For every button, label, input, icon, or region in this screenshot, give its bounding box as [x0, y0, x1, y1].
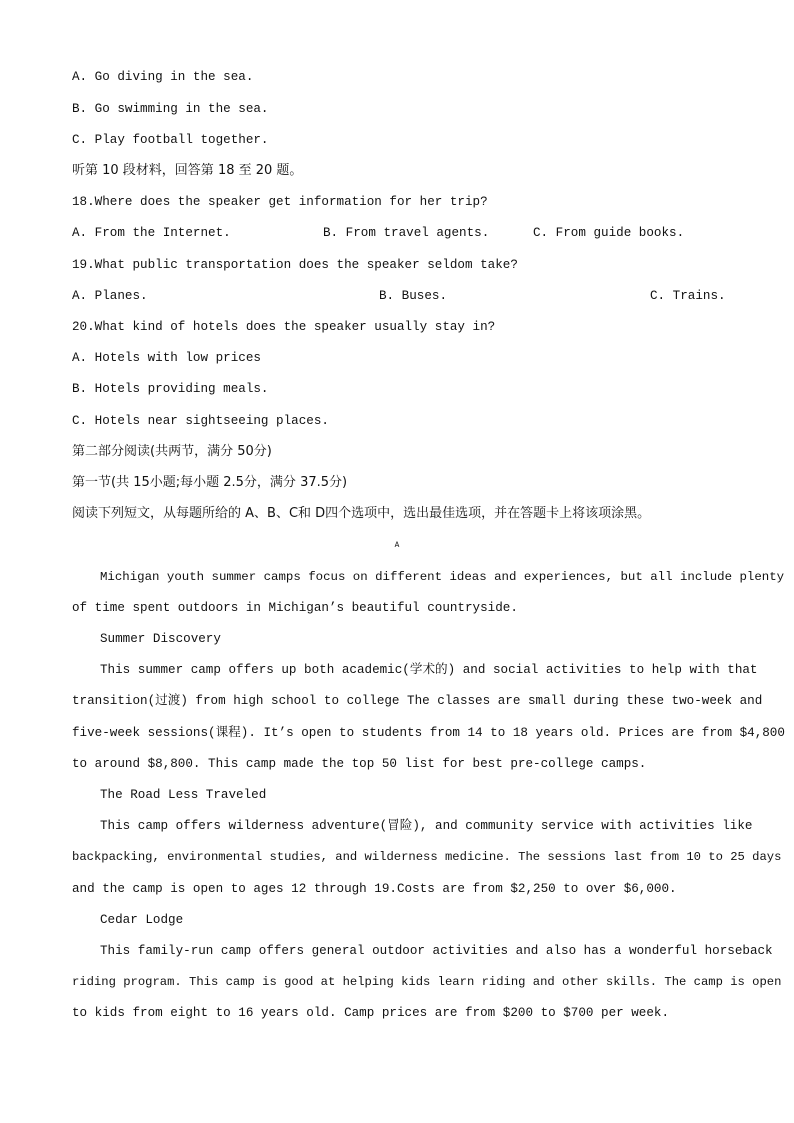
camp-text-line: riding program. This camp is good at helping kids learn riding and other skills. The camp is open	[72, 975, 782, 989]
question-20: 20.What kind of hotels does the speaker usually stay in?	[72, 320, 496, 334]
q18-option-b: B. From travel agents.	[323, 226, 490, 240]
option-a-q17: A. Go diving in the sea.	[72, 70, 254, 84]
q20-option-c: C. Hotels near sightseeing places.	[72, 414, 329, 428]
q20-option-b: B. Hotels providing meals.	[72, 382, 269, 396]
reading-instruction: 阅读下列短文，从每题所给的 A、B、C和 D四个选项中，选出最佳选项，并在答题卡上将该项涂黑。	[72, 506, 651, 521]
camp-text-line: This family-run camp offers general outdoor activities and also has a wonderful horseback	[100, 944, 773, 958]
option-b-q17: B. Go swimming in the sea.	[72, 102, 269, 116]
section-one-title: 第一节(共 15小题;每小题 2.5分，满分 37.5分)	[72, 475, 348, 490]
passage-intro-line-1: Michigan youth summer camps focus on different ideas and experiences, but all include plenty	[100, 570, 785, 584]
camp-text-line: and the camp is open to ages 12 through 19.Costs are from $2,250 to over $6,000.	[72, 882, 677, 896]
q19-option-b: B. Buses.	[379, 289, 448, 303]
camp-text-line: This camp offers wilderness adventure(冒险), and community service with activities like	[100, 819, 753, 833]
camp-text-line: transition(过渡) from high school to college The classes are small during these two-week and	[72, 694, 763, 708]
q19-option-c: C. Trains.	[650, 289, 726, 303]
q19-option-a: A. Planes.	[72, 289, 148, 303]
option-c-q17: C. Play football together.	[72, 133, 269, 147]
question-18: 18.Where does the speaker get information for her trip?	[72, 195, 488, 209]
passage-label: A	[394, 542, 400, 550]
listening-material-heading: 听第 10 段材料，回答第 18 至 20 题。	[72, 163, 303, 178]
q18-option-c: C. From guide books.	[533, 226, 685, 240]
camp-text-line: to kids from eight to 16 years old. Camp prices are from $200 to $700 per week.	[72, 1006, 670, 1020]
q18-option-a: A. From the Internet.	[72, 226, 231, 240]
part-two-title: 第二部分阅读(共两节，满分 50分)	[72, 444, 272, 459]
camp-text-line: backpacking, environmental studies, and wilderness medicine. The sessions last from 10 to 25 days	[72, 850, 782, 864]
camp-text-line: This summer camp offers up both academic(学术的) and social activities to help with that	[100, 663, 758, 677]
camp-text-line: five-week sessions(课程). It’s open to students from 14 to 18 years old. Prices are from $4,800	[72, 726, 785, 740]
question-19: 19.What public transportation does the speaker seldom take?	[72, 258, 518, 272]
camp-name-summer-discovery: Summer Discovery	[100, 632, 221, 646]
camp-name-cedar-lodge: Cedar Lodge	[100, 913, 184, 927]
camp-text-line: to around $8,800. This camp made the top 50 list for best pre-college camps.	[72, 757, 647, 771]
q20-option-a: A. Hotels with low prices	[72, 351, 261, 365]
camp-name-road-less-traveled: The Road Less Traveled	[100, 788, 267, 802]
passage-intro-line-2: of time spent outdoors in Michigan’s beautiful countryside.	[72, 601, 518, 615]
